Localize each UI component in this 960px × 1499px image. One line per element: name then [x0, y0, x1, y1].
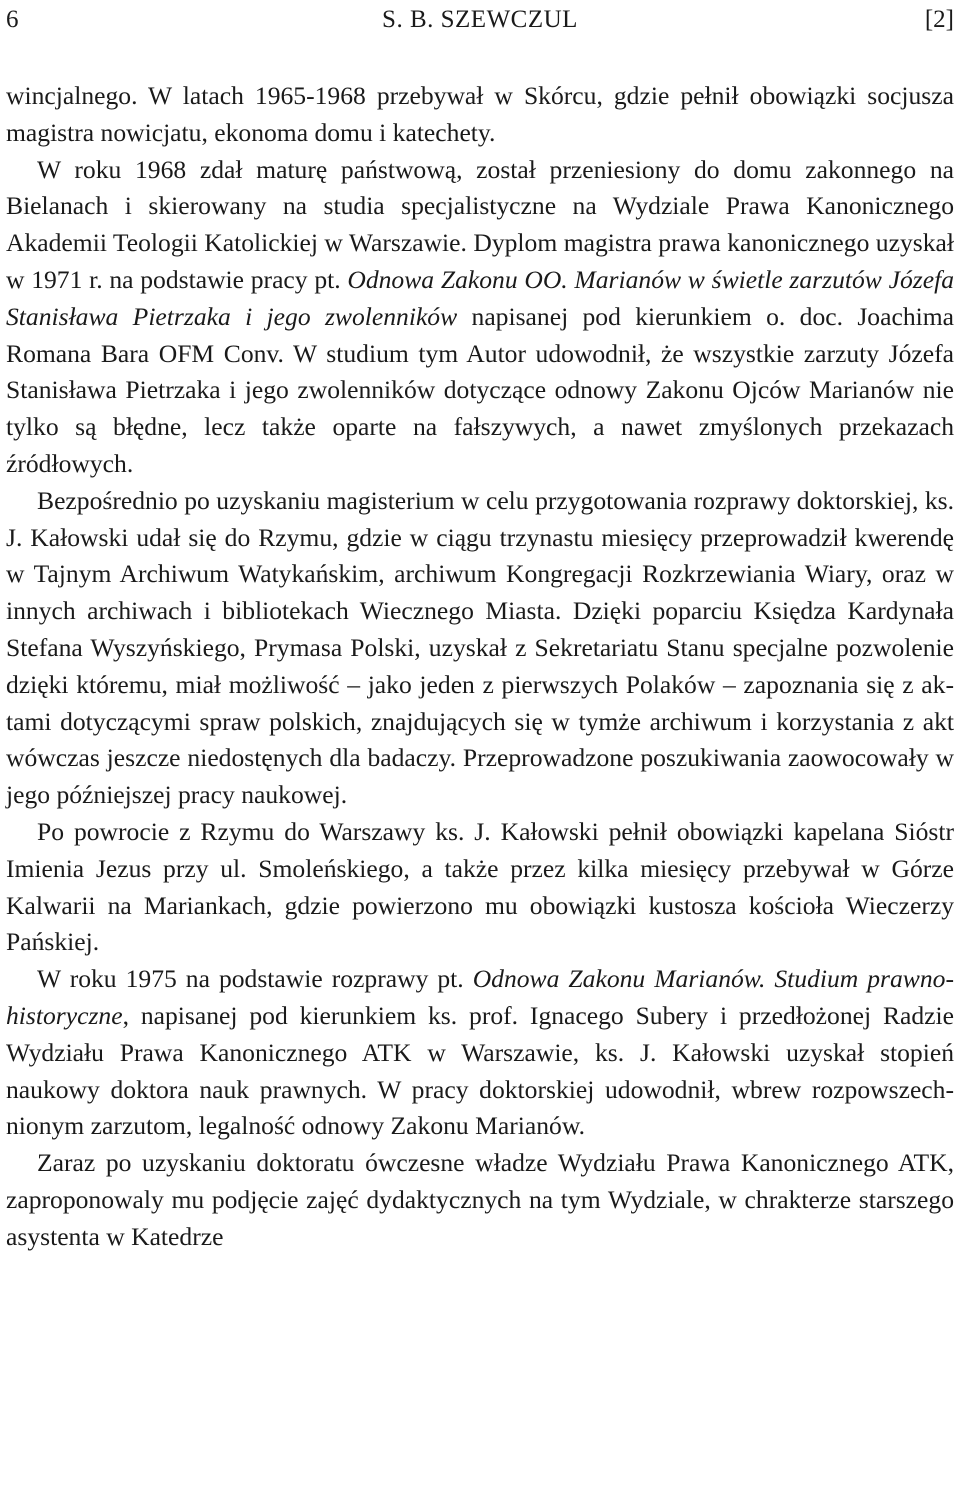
- paragraph-6: [6, 1145, 954, 1255]
- page-number: 6: [6, 6, 19, 33]
- paragraph-text: W roku 1975 na podstawie rozprawy pt.: [37, 964, 473, 994]
- running-header: [6, 0, 954, 40]
- document-page: [6, 0, 954, 1256]
- paragraph-text: Zaraz po uzyskaniu doktoratu ówczesne władze Wydziału Prawa Kanonicznego ATK, zaproponowaly mu podjęcie zajęć dydaktycznych na tym Wydziale, w chrakterze starszego asystenta w Katedrze: [6, 1148, 954, 1251]
- thesis-title-magister: Odnowa Zakonu OO. Marianów w świetle zarzutów Józefa Stanisława Pietrzaka i jego zwolenników: [6, 264, 954, 331]
- section-number: [2]: [924, 6, 954, 33]
- paragraph-2: [6, 152, 954, 483]
- paragraph-1: [6, 78, 954, 152]
- paragraph-4: [6, 814, 954, 961]
- paragraph-text: Bezpośrednio po uzyskaniu magisterium w celu przygotowania rozprawy doktorskiej, ks. J. Kałowski udał się do Rzymu, gdzie w ciągu trzynastu miesięcy przeprowadził kwerendę w Tajnym Archiwum Watykańskim, archiwum Kongregacji Rozkrzewiania Wiary, oraz w innych archiwach i bibliotekach Wiecznego Miasta. Dzięki poparciu Księdza Kardynała Stefana Wyszyńskiego, Prymasa Polski, uzyskał z Sekretariatu Stanu specjalne pozwolenie dzięki któremu, miał możliwość – jako jeden z pierwszych Polaków – zapoznania się z aktami dotyczącymi spraw polskich, znajdujących się w tymże archiwum i korzystania z akt wówczas jeszcze niedostęnych dla badaczy. Przeprowadzone poszukiwania zaowocowały w jego późniejszej pracy naukowej.: [6, 485, 954, 810]
- paragraph-3: [6, 483, 954, 814]
- paragraph-5: [6, 961, 954, 1145]
- paragraph-text: W roku 1968 zdał maturę państwową, został przeniesiony do domu zakonnego na Bielanach i skierowany na studia specjalistyczne na Wydziale Prawa Kanonicznego Akademii Teologii Katolickiej w Warszawie. Dyplom magistra prawa kanonicznego uzyskał w 1971 r. na podstawie pracy pt.: [6, 154, 954, 294]
- thesis-title-doctoral: Odnowa Zakonu Marianów. Studium prawno-historyczne: [6, 964, 954, 1030]
- body-text: [6, 78, 954, 1256]
- paragraph-text: napisanej pod kierunkiem o. doc. Joachima Romana Bara OFM Conv. W studium tym Autor udowodnił, że wszystkie zarzuty Józefa Stanisława Pietrzaka i jego zwolenników dotyczące odnowy Zakonu Ojców Marianów nie tylko są błędne, lecz także oparte na fałszywych, a nawet zmyślonych przekazach źródłowych.: [6, 301, 954, 478]
- running-head-author: S. B. SZEWCZUL: [382, 6, 578, 33]
- paragraph-text: Po powrocie z Rzymu do Warszawy ks. J. Kałowski pełnił obowiązki kapelana Sióstr Imienia Jezus przy ul. Smoleńskiego, a także przez kilka miesięcy przebywał w Górze Kalwarii na Mariankach, gdzie powierzono mu obowiązki kustosza kościoła Wieczerzy Pańskiej.: [6, 816, 954, 957]
- paragraph-text: , napisanej pod kierunkiem ks. prof. Ignacego Subery i przedłożonej Radzie Wydziału Prawa Kanonicznego ATK w Warszawie, ks. J. Kałowski uzyskał stopień naukowy doktora nauk prawnych. W pracy doktorskiej udowodnił, wbrew rozpowszechnionym zarzutom, legalność odnowy Zakonu Marianów.: [6, 1000, 954, 1141]
- paragraph-text: wincjalnego. W latach 1965-1968 przebywał w Skórcu, gdzie pełnił obowiązki socjusza magistra nowicjatu, ekonoma domu i katechety.: [6, 81, 954, 147]
